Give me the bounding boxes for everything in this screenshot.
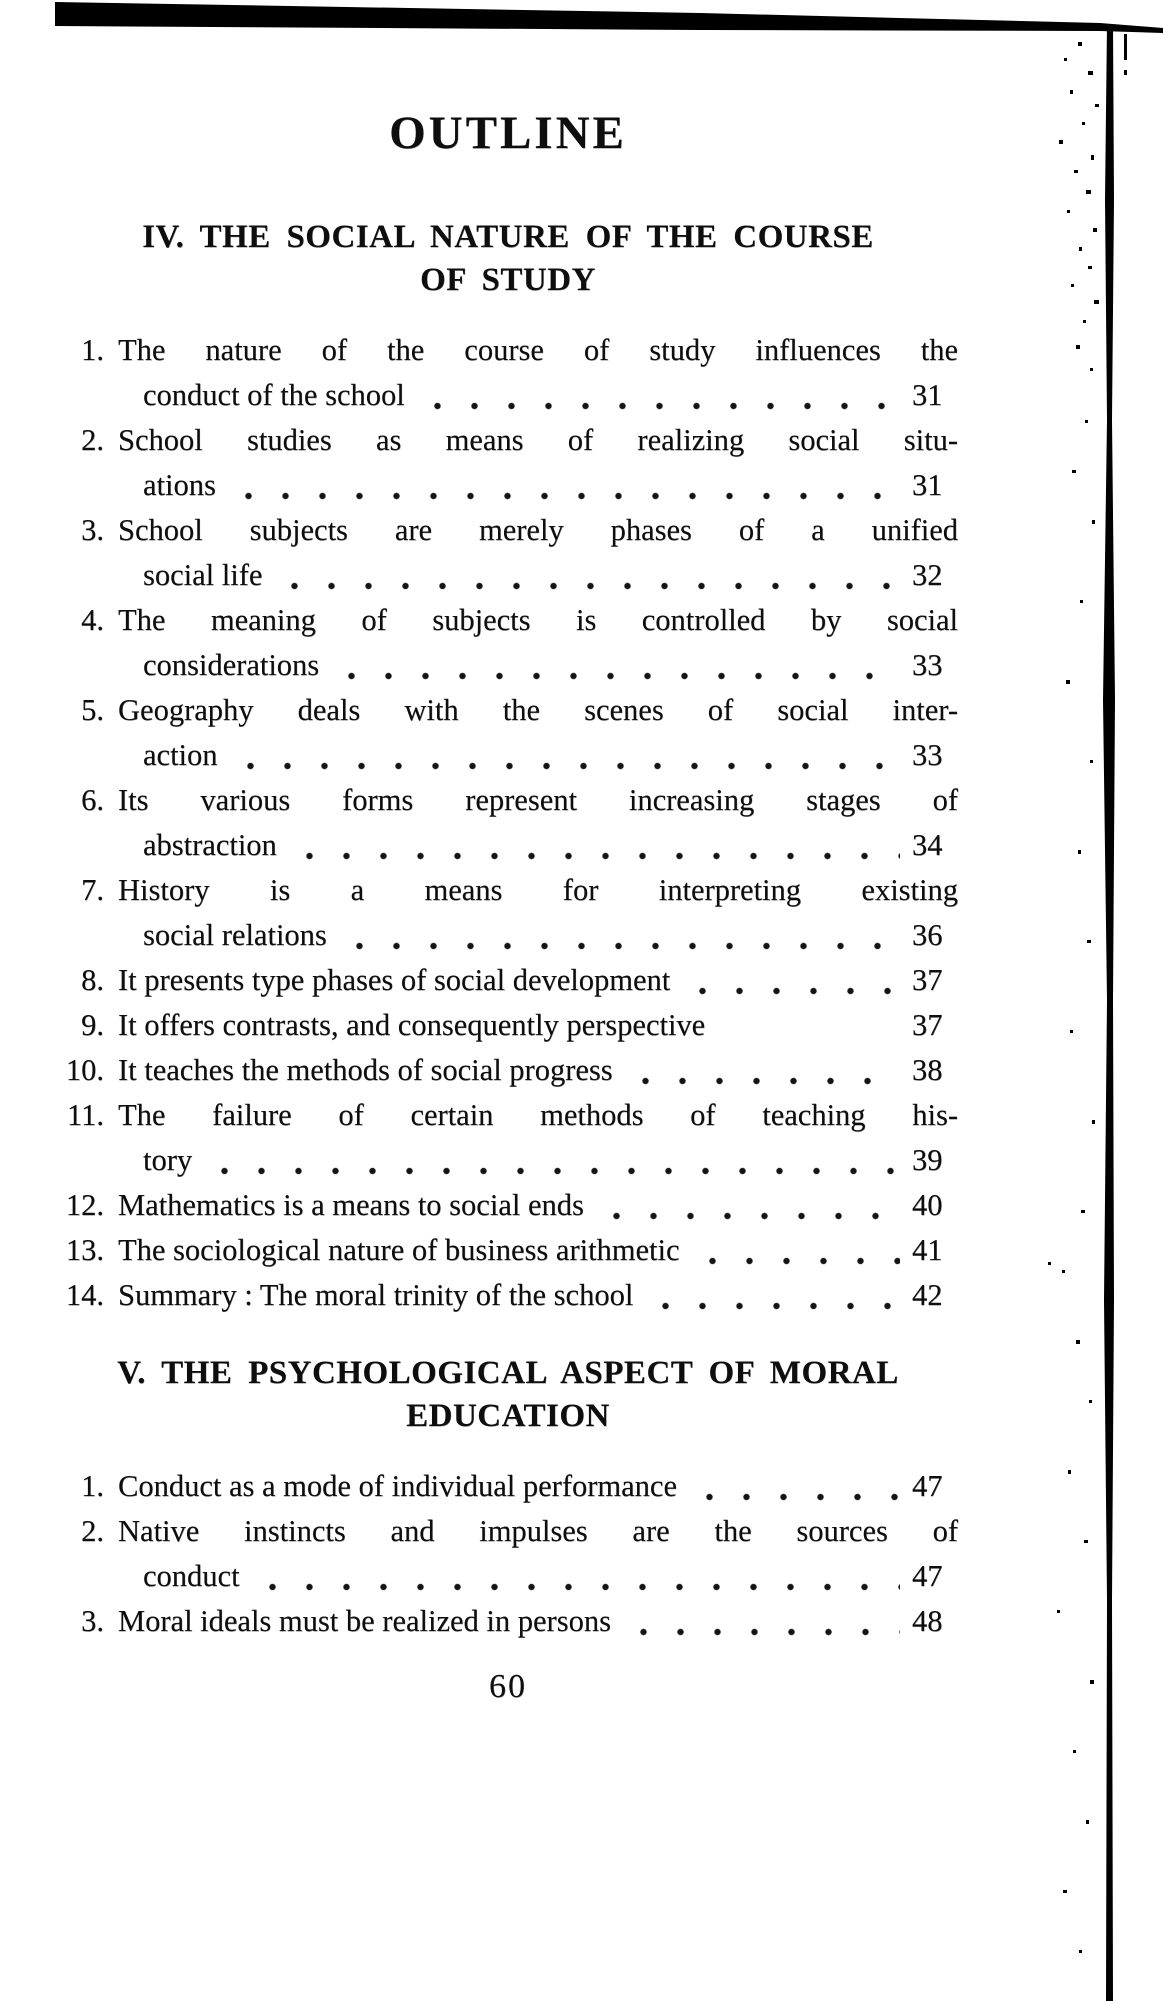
item-text: It teaches the methods of social progress xyxy=(118,1053,613,1087)
item-line xyxy=(118,1554,958,1599)
item-number: 13. xyxy=(65,1233,104,1267)
page-ref: 34 xyxy=(912,828,943,862)
item-number: 12. xyxy=(65,1188,104,1222)
page-ref: 33 xyxy=(912,648,943,682)
outline-sections xyxy=(58,216,958,1644)
item-line xyxy=(118,553,958,598)
leader-dots xyxy=(419,402,900,410)
toc-item xyxy=(58,1273,958,1318)
item-line xyxy=(118,598,958,643)
item-text: Summary : The moral trinity of the school xyxy=(118,1278,634,1312)
page-ref: 31 xyxy=(912,378,943,412)
item-text: social relations xyxy=(143,918,327,952)
section-heading-line: V. THE PSYCHOLOGICAL ASPECT OF MORAL xyxy=(117,1355,899,1391)
page-ref: 37 xyxy=(912,1008,943,1042)
item-body xyxy=(118,1273,958,1318)
item-body xyxy=(118,328,958,418)
item-line xyxy=(118,1093,958,1138)
page-ref: 33 xyxy=(912,738,943,772)
page-ref: 47 xyxy=(912,1469,943,1503)
item-line xyxy=(118,1003,958,1048)
item-line xyxy=(118,1228,958,1273)
item-body xyxy=(118,418,958,508)
toc-item xyxy=(58,1464,958,1509)
toc-item xyxy=(58,1093,958,1183)
scan-artifact-speckles xyxy=(1048,42,1099,1953)
item-number: 3. xyxy=(81,513,104,547)
item-number: 11. xyxy=(67,1098,104,1132)
item-line xyxy=(118,643,958,688)
page-ref: 40 xyxy=(912,1188,943,1222)
item-text: action xyxy=(143,738,218,772)
item-line xyxy=(118,688,958,733)
item-line xyxy=(118,463,958,508)
item-line xyxy=(118,778,958,823)
item-text: It offers contrasts, and consequently perspective xyxy=(118,1008,706,1042)
item-number: 3. xyxy=(81,1604,104,1638)
toc-item xyxy=(58,1599,958,1644)
outline-section xyxy=(58,216,958,1318)
item-line xyxy=(118,868,958,913)
page-ref: 41 xyxy=(912,1233,943,1267)
toc-item xyxy=(58,418,958,508)
item-line xyxy=(118,508,958,553)
item-number: 1. xyxy=(81,1469,104,1503)
page-ref: 38 xyxy=(912,1053,943,1087)
item-line xyxy=(118,1599,958,1644)
item-text: conduct of the school xyxy=(143,378,405,412)
item-text: tory xyxy=(143,1143,193,1177)
item-line xyxy=(118,1183,958,1228)
leader-dots xyxy=(647,1302,900,1310)
item-number: 5. xyxy=(81,693,104,727)
section-heading-line: OF STUDY xyxy=(420,262,596,298)
folio-page-number: 60 xyxy=(489,1668,527,1705)
item-text: Geography deals with the scenes of social inter- xyxy=(118,693,958,727)
item-line xyxy=(118,1048,958,1093)
item-line xyxy=(118,1509,958,1554)
toc-item xyxy=(58,1048,958,1093)
item-text: The sociological nature of business arithmetic xyxy=(118,1233,680,1267)
item-text: considerations xyxy=(143,648,320,682)
page-ref: 48 xyxy=(912,1604,943,1638)
toc-item xyxy=(58,778,958,868)
leader-dots xyxy=(719,1032,900,1040)
page-content xyxy=(58,0,958,1706)
item-number: 1. xyxy=(81,333,104,367)
item-body xyxy=(118,1464,958,1509)
item-body xyxy=(118,1228,958,1273)
toc-item xyxy=(58,958,958,1003)
leader-dots xyxy=(627,1077,900,1085)
toc-item xyxy=(58,1183,958,1228)
item-line xyxy=(118,823,958,868)
leader-dots xyxy=(276,582,900,590)
leader-dots xyxy=(232,762,900,770)
item-body xyxy=(118,1183,958,1228)
section-heading-line: EDUCATION xyxy=(406,1398,610,1434)
toc-item xyxy=(58,508,958,598)
leader-dots xyxy=(684,987,900,995)
toc-item xyxy=(58,1228,958,1273)
item-text: The nature of the course of study influences the xyxy=(118,333,958,367)
page-title: OUTLINE xyxy=(389,107,627,159)
item-number: 8. xyxy=(81,963,104,997)
item-text: School studies as means of realizing social situ- xyxy=(118,423,958,457)
item-body xyxy=(118,868,958,958)
leader-dots xyxy=(254,1583,900,1591)
item-line xyxy=(118,328,958,373)
item-number: 6. xyxy=(81,783,104,817)
outline-section xyxy=(58,1352,958,1644)
item-line xyxy=(118,1464,958,1509)
page-ref: 47 xyxy=(912,1559,943,1593)
item-text: Its various forms represent increasing stages of xyxy=(118,783,958,817)
item-body xyxy=(118,688,958,778)
page-ref: 32 xyxy=(912,558,943,592)
page-ref: 39 xyxy=(912,1143,943,1177)
toc-item xyxy=(58,868,958,958)
item-line xyxy=(118,958,958,1003)
item-text: conduct xyxy=(143,1559,240,1593)
scan-artifact-dash xyxy=(1124,34,1127,60)
item-number: 14. xyxy=(65,1278,104,1312)
item-line xyxy=(118,418,958,463)
item-line xyxy=(118,1273,958,1318)
toc-item xyxy=(58,1003,958,1048)
item-number: 10. xyxy=(65,1053,104,1087)
item-body xyxy=(118,1509,958,1599)
item-number: 7. xyxy=(81,873,104,907)
item-number: 2. xyxy=(81,1514,104,1548)
page-ref: 42 xyxy=(912,1278,943,1312)
item-line xyxy=(118,913,958,958)
item-text: It presents type phases of social development xyxy=(118,963,671,997)
item-body xyxy=(118,598,958,688)
item-body xyxy=(118,958,958,1003)
leader-dots xyxy=(694,1257,900,1265)
item-line xyxy=(118,1138,958,1183)
section-heading xyxy=(58,216,958,302)
toc-item xyxy=(58,598,958,688)
item-text: Native instincts and impulses are the sources of xyxy=(118,1514,958,1548)
section-heading xyxy=(58,1352,958,1438)
item-text: The failure of certain methods of teaching his- xyxy=(118,1098,958,1132)
leader-dots xyxy=(291,852,900,860)
toc-item xyxy=(58,328,958,418)
leader-dots xyxy=(333,672,900,680)
item-line xyxy=(118,373,958,418)
scan-artifact-gutter-streak xyxy=(1103,24,1115,2001)
leader-dots xyxy=(598,1212,900,1220)
item-body xyxy=(118,778,958,868)
item-number: 2. xyxy=(81,423,104,457)
item-number: 4. xyxy=(81,603,104,637)
item-text: Mathematics is a means to social ends xyxy=(118,1188,584,1222)
scan-artifact-dash-dot xyxy=(1124,70,1127,75)
item-text: History is a means for interpreting existing xyxy=(118,873,958,907)
leader-dots xyxy=(230,492,900,500)
item-body xyxy=(118,1048,958,1093)
item-text: School subjects are merely phases of a unified xyxy=(118,513,958,547)
item-text: social life xyxy=(143,558,263,592)
leader-dots xyxy=(691,1493,900,1501)
item-line xyxy=(118,733,958,778)
leader-dots xyxy=(625,1628,900,1636)
item-text: Conduct as a mode of individual performance xyxy=(118,1469,677,1503)
leader-dots xyxy=(341,942,900,950)
item-text: ations xyxy=(143,468,216,502)
leader-dots xyxy=(206,1167,900,1175)
item-body xyxy=(118,1003,958,1048)
section-heading-line: IV. THE SOCIAL NATURE OF THE COURSE xyxy=(142,219,874,255)
toc-item xyxy=(58,688,958,778)
page-ref: 36 xyxy=(912,918,943,952)
item-body xyxy=(118,1599,958,1644)
item-text: abstraction xyxy=(143,828,277,862)
page-ref: 37 xyxy=(912,963,943,997)
item-text: The meaning of subjects is controlled by social xyxy=(118,603,958,637)
item-body xyxy=(118,508,958,598)
item-body xyxy=(118,1093,958,1183)
toc-item xyxy=(58,1509,958,1599)
item-text: Moral ideals must be realized in persons xyxy=(118,1604,611,1638)
item-number: 9. xyxy=(81,1008,104,1042)
page-ref: 31 xyxy=(912,468,943,502)
